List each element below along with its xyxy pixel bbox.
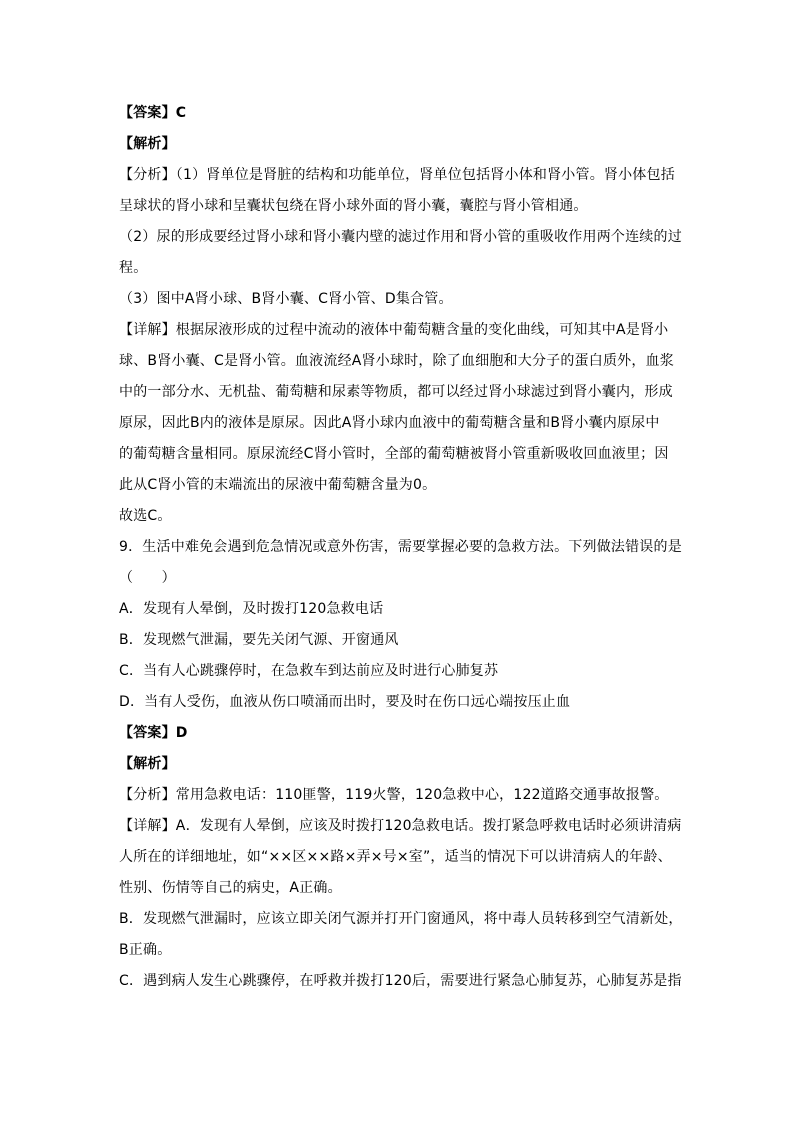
text-line: 程。 — [119, 260, 148, 276]
text-line: 故选C。 — [119, 508, 172, 524]
text-line: B．发现燃气泄漏时，应该立即关闭气源并打开门窗通风，将中毒人员转移到空气清新处， — [119, 911, 683, 927]
option-c: C．当有人心跳骤停时，在急救车到达前应及时进行心肺复苏 — [119, 663, 499, 679]
answer-label: 【答案】D — [119, 725, 188, 741]
text-line: （3）图中A肾小球、B肾小囊、C肾小管、D集合管。 — [119, 291, 453, 307]
question-stem: 9．生活中难免会遇到危急情况或意外伤害，需要掌握必要的急救方法。下列做法错误的是 — [119, 539, 682, 555]
text-line: 呈球状的肾小球和呈囊状包绕在肾小球外面的肾小囊，囊腔与肾小管相通。 — [119, 198, 588, 214]
text-line: 球、B肾小囊、C是肾小管。血液流经A肾小球时，除了血细胞和大分子的蛋白质外，血浆 — [119, 353, 674, 369]
analysis-heading: 【解析】 — [119, 136, 176, 152]
option-b: B．发现燃气泄漏，要先关闭气源、开窗通风 — [119, 632, 399, 648]
analysis-heading: 【解析】 — [119, 756, 176, 772]
text-line: 此从C肾小管的末端流出的尿液中葡萄糖含量为0。 — [119, 477, 437, 493]
answer-label: 【答案】C — [119, 105, 187, 121]
text-line: 【详解】A．发现有人晕倒，应该及时拨打120急救电话。拨打紧急呼救电话时必须讲清病 — [119, 818, 682, 834]
option-a: A．发现有人晕倒，及时拨打120急救电话 — [119, 601, 384, 617]
question-blank: （ ） — [119, 570, 176, 586]
text-line: 人所在的详细地址，如“××区××路×弄×号×室”，适当的情况下可以讲清病人的年龄、 — [119, 849, 672, 865]
text-line: 的葡萄糖含量相同。原尿流经C肾小管时，全部的葡萄糖被肾小管重新吸收回血液里；因 — [119, 446, 669, 462]
text-line: 中的一部分水、无机盐、葡萄糖和尿素等物质，都可以经过肾小球滤过到肾小囊内，形成 — [119, 384, 673, 400]
text-line: 【分析】常用急救电话：110匪警，119火警，120急救中心，122道路交通事故报警。 — [119, 787, 669, 803]
text-line: 原尿，因此B内的液体是原尿。因此A肾小球内血液中的葡萄糖含量和B肾小囊内原尿中 — [119, 415, 660, 431]
text-line: B正确。 — [119, 942, 172, 958]
option-d: D．当有人受伤，血液从伤口喷涌而出时，要及时在伤口远心端按压止血 — [119, 694, 571, 710]
text-line: C．遇到病人发生心跳骤停，在呼救并拨打120后，需要进行紧急心肺复苏，心肺复苏是指 — [119, 973, 682, 989]
text-line: （2）尿的形成要经过肾小球和肾小囊内壁的滤过作用和肾小管的重吸收作用两个连续的过 — [119, 229, 682, 245]
text-line: 【详解】根据尿液形成的过程中流动的液体中葡萄糖含量的变化曲线，可知其中A是肾小 — [119, 322, 669, 338]
text-line: 性别、伤情等自己的病史，A正确。 — [119, 880, 342, 896]
text-line: 【分析】（1）肾单位是肾脏的结构和功能单位，肾单位包括肾小体和肾小管。肾小体包括 — [119, 167, 675, 183]
